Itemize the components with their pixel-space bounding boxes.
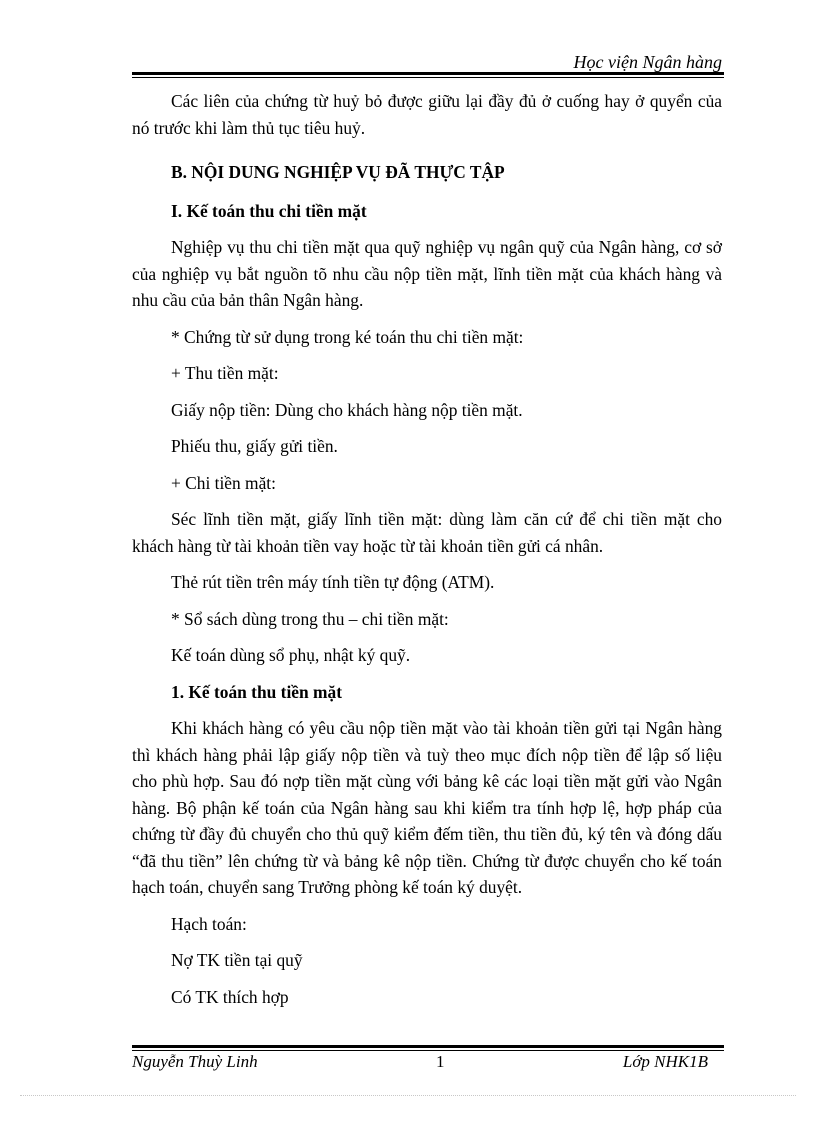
paragraph: Kế toán dùng sổ phụ, nhật ký quỹ. — [171, 645, 411, 665]
page-footer — [132, 1052, 708, 1072]
section-heading-b: B. NỘI DUNG NGHIỆP VỤ ĐÃ THỰC TẬP — [171, 162, 505, 182]
paragraph: Giấy nộp tiền: Dùng cho khách hàng nộp tiền mặt. — [171, 399, 523, 420]
page-number: 1 — [435, 1052, 445, 1071]
footer-author: Nguyễn Thuỳ Linh — [132, 1052, 258, 1071]
paragraph: Séc lĩnh tiền mặt, giấy lĩnh tiền mặt: dùng làm căn cứ để chi tiền mặt cho khách hàng từ tài khoản tiền vay hoặc từ tài khoản tiền gửi cá nhân. — [132, 509, 722, 556]
section-heading-i: I. Kế toán thu chi tiền mặt — [171, 200, 367, 221]
paragraph: Khi khách hàng có yêu cầu nộp tiền mặt vào tài khoản tiền gửi tại Ngân hàng thì khách hàng phải lập giấy nộp tiền và tuỳ theo mục đích nộp tiền để lập số liệu cho phù hợp. Sau đó nợp tiền mặt cùng với bảng kê các loại tiền mặt gửi vào Ngân hàng. Bộ phận kế toán của Ngân hàng sau khi kiểm tra tính hợp lệ, hợp pháp của chứng từ đầy đủ chuyển cho thủ quỹ kiểm đếm tiền, thu tiền đủ, ký tên và đóng dấu “đã thu tiền” lên chứng từ và bảng kê nộp tiền. Chứng từ được chuyển cho kế toán hạch toán, chuyển sang Trưởng phòng kế toán ký duyệt. — [132, 718, 722, 897]
header-rule — [132, 72, 724, 75]
paragraph: + Chi tiền mặt: — [171, 472, 276, 493]
document-body — [132, 88, 722, 1020]
paragraph: Các liên của chứng từ huỷ bỏ được giữu lại đầy đủ ở cuống hay ở quyển của nó trước khi làm thủ tục tiêu huỷ. — [132, 91, 722, 138]
page-bottom-divider — [20, 1095, 796, 1096]
header-title: Học viện Ngân hàng — [573, 52, 722, 72]
paragraph: Có TK thích hợp — [171, 986, 289, 1007]
paragraph: Nghiệp vụ thu chi tiền mặt qua quỹ nghiệp vụ ngân quỹ của Ngân hàng, cơ sở của nghiệp vụ bắt nguồn tõ nhu cầu nộp tiền mặt, lĩnh tiền mặt của khách hàng và nhu cầu của bản thân Ngân hàng. — [132, 237, 722, 310]
paragraph: Nợ TK tiền tại quỹ — [171, 950, 303, 970]
footer-rule-thin — [132, 1050, 724, 1051]
paragraph: + Thu tiền mặt: — [171, 363, 279, 383]
paragraph: Phiếu thu, giấy gửi tiền. — [171, 436, 338, 456]
subsection-heading-1: 1. Kế toán thu tiền mặt — [171, 681, 343, 702]
paragraph: * Chứng từ sử dụng trong ké toán thu chi tiền mặt: — [171, 326, 524, 347]
header-rule-thin — [132, 77, 724, 78]
footer-rule — [132, 1045, 724, 1048]
footer-class: Lớp NHK1B — [622, 1052, 708, 1071]
paragraph: Thẻ rút tiền trên máy tính tiền tự động (ATM). — [171, 572, 495, 592]
paragraph: Hạch toán: — [171, 913, 247, 934]
paragraph: * Sổ sách dùng trong thu – chi tiền mặt: — [171, 608, 449, 629]
